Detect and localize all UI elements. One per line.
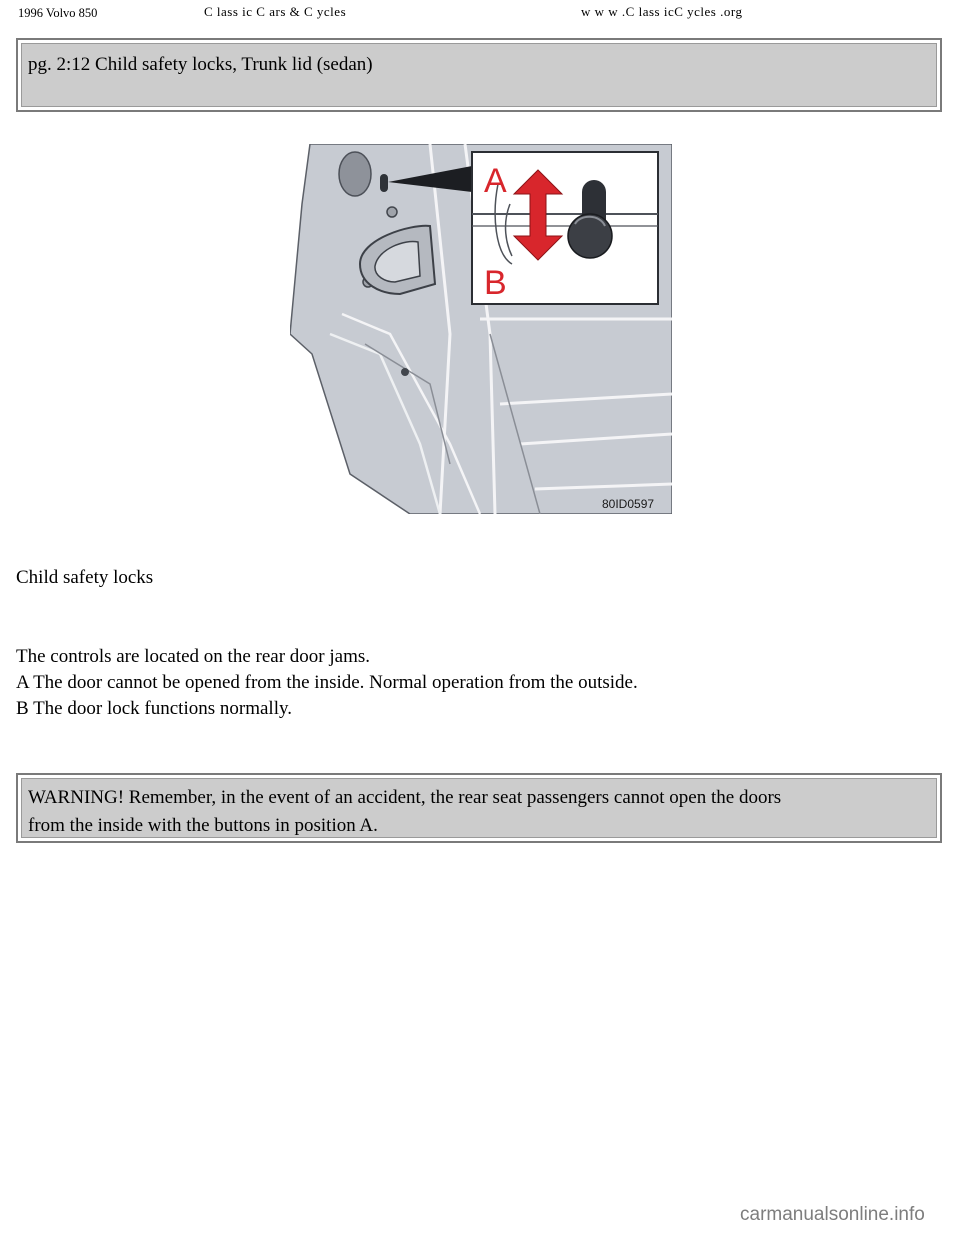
header-model: 1996 Volvo 850 xyxy=(18,6,98,20)
warning-line-2: from the inside with the buttons in position A. xyxy=(28,815,378,836)
body-line-2: A The door cannot be opened from the inside. Normal operation from the outside. xyxy=(16,672,638,693)
page-title: pg. 2:12 Child safety locks, Trunk lid (sedan) xyxy=(28,54,373,75)
header-site-name: C lass ic C ars & C ycles xyxy=(204,4,347,19)
header-site-url: w w w .C lass icC ycles .org xyxy=(581,4,743,19)
position-a-label: A xyxy=(484,162,507,200)
title-box xyxy=(16,38,942,112)
warning-line-1: WARNING! Remember, in the event of an accident, the rear seat passengers cannot open the doors xyxy=(28,787,782,808)
figure-code: 80ID0597 xyxy=(602,497,655,511)
door-jam-illustration xyxy=(290,144,672,514)
body-line-3: B The door lock functions normally. xyxy=(16,698,292,719)
body-line-1: The controls are located on the rear door jams. xyxy=(16,646,370,667)
position-b-label: B xyxy=(484,264,507,302)
section-heading: Child safety locks xyxy=(16,567,154,588)
warning-box xyxy=(16,773,942,843)
footer-watermark: carmanualsonline.info xyxy=(740,1204,925,1225)
